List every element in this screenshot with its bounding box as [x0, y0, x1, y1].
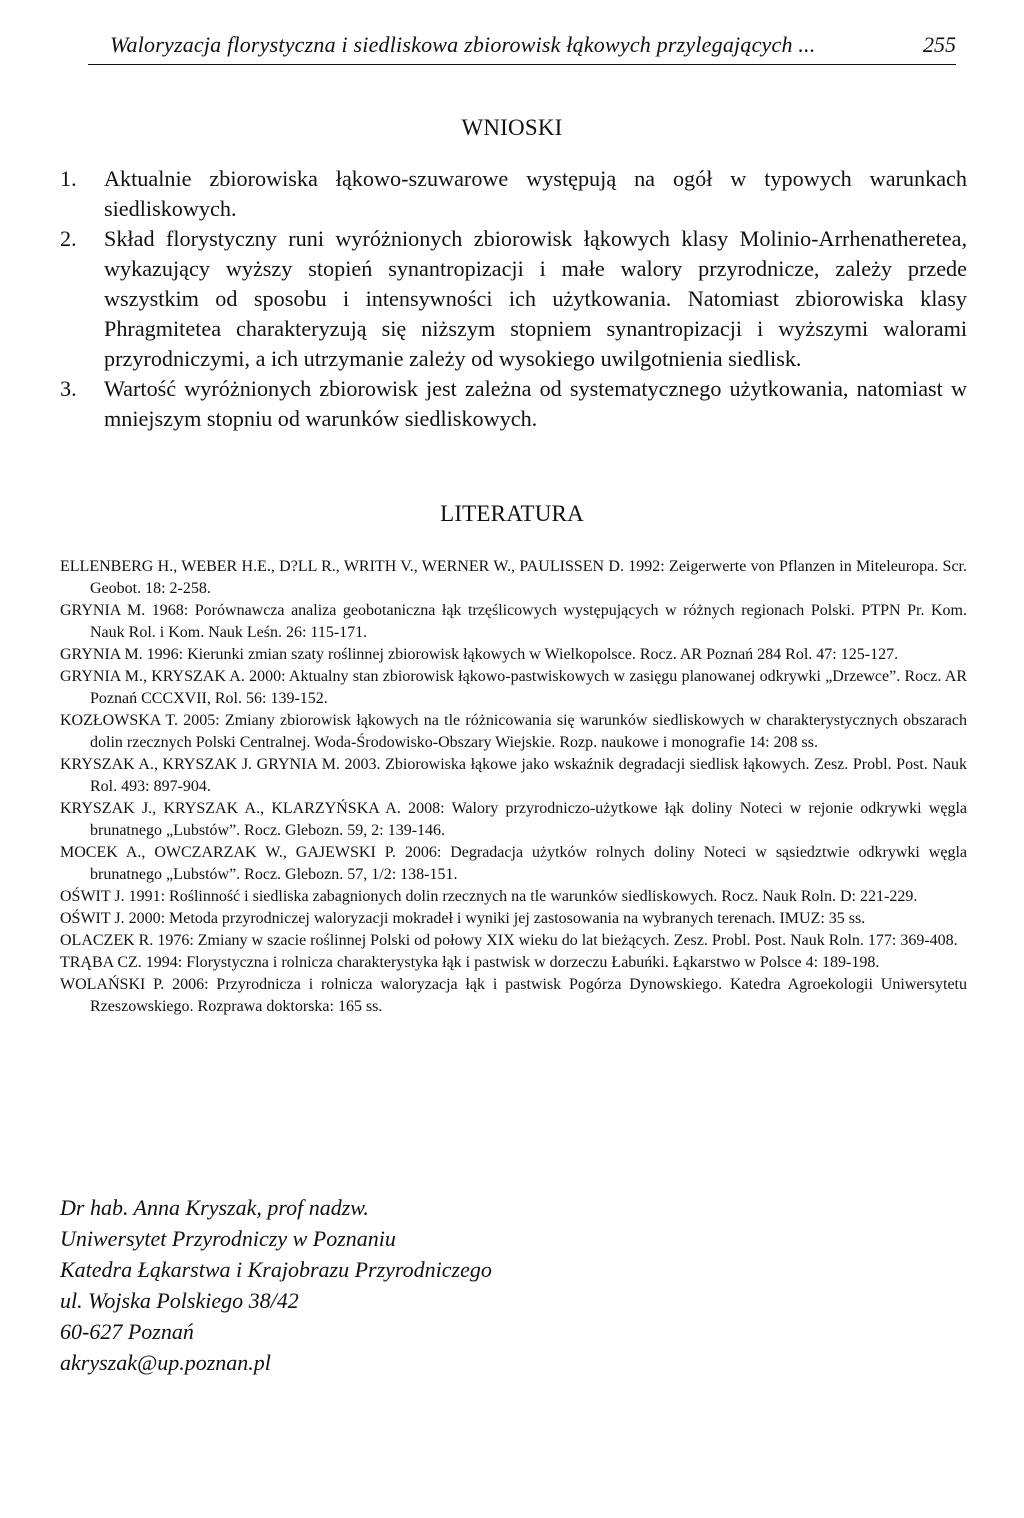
conclusion-item [60, 164, 967, 224]
reference-item: KRYSZAK A., KRYSZAK J. GRYNIA M. 2003. Zbiorowiska łąkowe jako wskaźnik degradacji siedlisk łąkowych. Zesz. Probl. Post. Nauk Rol. 493: 897-904. [60, 756, 967, 795]
reference-item: KOZŁOWSKA T. 2005: Zmiany zbiorowisk łąkowych na tle różnicowania się warunków siedliskowych w charakterystycznych obszarach dolin rzecznych Polski Centralnej. Woda-Środowisko-Obszary Wiejskie. Rozp. naukowe i monografie 14: 208 ss. [60, 712, 967, 751]
author-city: 60-627 Poznań [60, 1319, 194, 1344]
conclusion-number: 2. [60, 226, 77, 251]
conclusion-text: Wartość wyróżnionych zbiorowisk jest zależna od systematycznego użytkowania, natomiast w mniejszym stopniu od warunków siedliskowych. [104, 376, 967, 431]
reference-item: OŚWIT J. 2000: Metoda przyrodniczej waloryzacji mokradeł i wyniki jej zastosowania na wybranych terenach. IMUZ: 35 ss. [60, 910, 866, 927]
reference-item: OŚWIT J. 1991: Roślinność i siedliska zabagnionych dolin rzecznych na tle warunków siedliskowych. Rocz. Nauk Roln. D: 221-229. [60, 888, 918, 905]
reference-item: TRĄBA CZ. 1994: Florystyczna i rolnicza charakterystyka łąk i pastwisk w dorzeczu Łabuńki. Łąkarstwo w Polsce 4: 189-198. [60, 954, 880, 971]
references-heading: LITERATURA [440, 501, 584, 526]
author-department: Katedra Łąkarstwa i Krajobrazu Przyrodniczego [60, 1257, 492, 1282]
reference-item: OLACZEK R. 1976: Zmiany w szacie roślinnej Polski od połowy XIX wieku do lat bieżących. Zesz. Probl. Post. Nauk Roln. 177: 369-408. [60, 932, 958, 949]
running-header [88, 30, 956, 65]
conclusions-list [60, 164, 967, 434]
reference-item: MOCEK A., OWCZARZAK W., GAJEWSKI P. 2006: Degradacja użytków rolnych doliny Noteci w sąsiedztwie odkrywki węgla brunatnego „Lubstów”. Rocz. Glebozn. 57, 1/2: 138-151. [60, 844, 967, 883]
author-university: Uniwersytet Przyrodniczy w Poznaniu [60, 1226, 396, 1251]
conclusion-text: Skład florystyczny runi wyróżnionych zbiorowisk łąkowych klasy Molinio-Arrhenatheretea, wykazujący wyższy stopień synantropizacji i małe walory przyrodnicze, zależy przede wszystkim od sposobu i intensywności ich użytkowania. Natomiast zbiorowiska klasy Phragmitetea charakteryzują się niższym stopniem synantropizacji i wyższymi walorami przyrodniczymi, a ich utrzymanie zależy od wysokiego uwilgotnienia siedlisk. [104, 226, 967, 371]
conclusions-heading: WNIOSKI [461, 115, 563, 140]
conclusion-item [60, 374, 967, 434]
reference-item: KRYSZAK J., KRYSZAK A., KLARZYŃSKA A. 2008: Walory przyrodniczo-użytkowe łąk doliny Noteci w rejonie odkrywki węgla brunatnego „Lubstów”. Rocz. Glebozn. 59, 2: 139-146. [60, 800, 967, 839]
author-email[interactable]: akryszak@up.poznan.pl [60, 1350, 271, 1375]
reference-item: GRYNIA M. 1996: Kierunki zmian szaty roślinnej zbiorowisk łąkowych w Wielkopolsce. Rocz. AR Poznań 284 Rol. 47: 125-127. [60, 646, 899, 663]
author-street: ul. Wojska Polskiego 38/42 [60, 1288, 299, 1313]
conclusion-text: Aktualnie zbiorowiska łąkowo-szuwarowe występują na ogół w typowych warunkach siedliskowych. [104, 166, 967, 221]
reference-item: GRYNIA M., KRYSZAK A. 2000: Aktualny stan zbiorowisk łąkowo-pastwiskowych w zasięgu planowanej odkrywki „Drzewce”. Rocz. AR Poznań CCCXVII, Rol. 56: 139-152. [60, 668, 967, 707]
references-list [60, 556, 967, 1018]
conclusion-item [60, 224, 967, 374]
author-name: Dr hab. Anna Kryszak, prof nadzw. [60, 1195, 369, 1220]
reference-item: ELLENBERG H., WEBER H.E., D?LL R., WRITH V., WERNER W., PAULISSEN D. 1992: Zeigerwerte von Pflanzen in Miteleuropa. Scr. Geobot. 18: 2-258. [60, 558, 967, 597]
reference-item: GRYNIA M. 1968: Porównawcza analiza geobotaniczna łąk trzęślicowych występujących w różnych regionach Polski. PTPN Pr. Kom. Nauk Rol. i Kom. Nauk Leśn. 26: 115-171. [60, 602, 967, 641]
conclusion-number: 3. [60, 376, 77, 401]
page-number: 255 [923, 32, 956, 57]
running-title: Waloryzacja florystyczna i siedliskowa zbiorowisk łąkowych przylegających ... [110, 32, 816, 57]
conclusion-number: 1. [60, 166, 77, 191]
reference-item: WOLAŃSKI P. 2006: Przyrodnicza i rolnicza waloryzacja łąk i pastwisk Pogórza Dynowskiego. Katedra Agroekologii Uniwersytetu Rzeszowskiego. Rozprawa doktorska: 165 ss. [60, 976, 967, 1015]
author-signature [60, 1192, 492, 1378]
